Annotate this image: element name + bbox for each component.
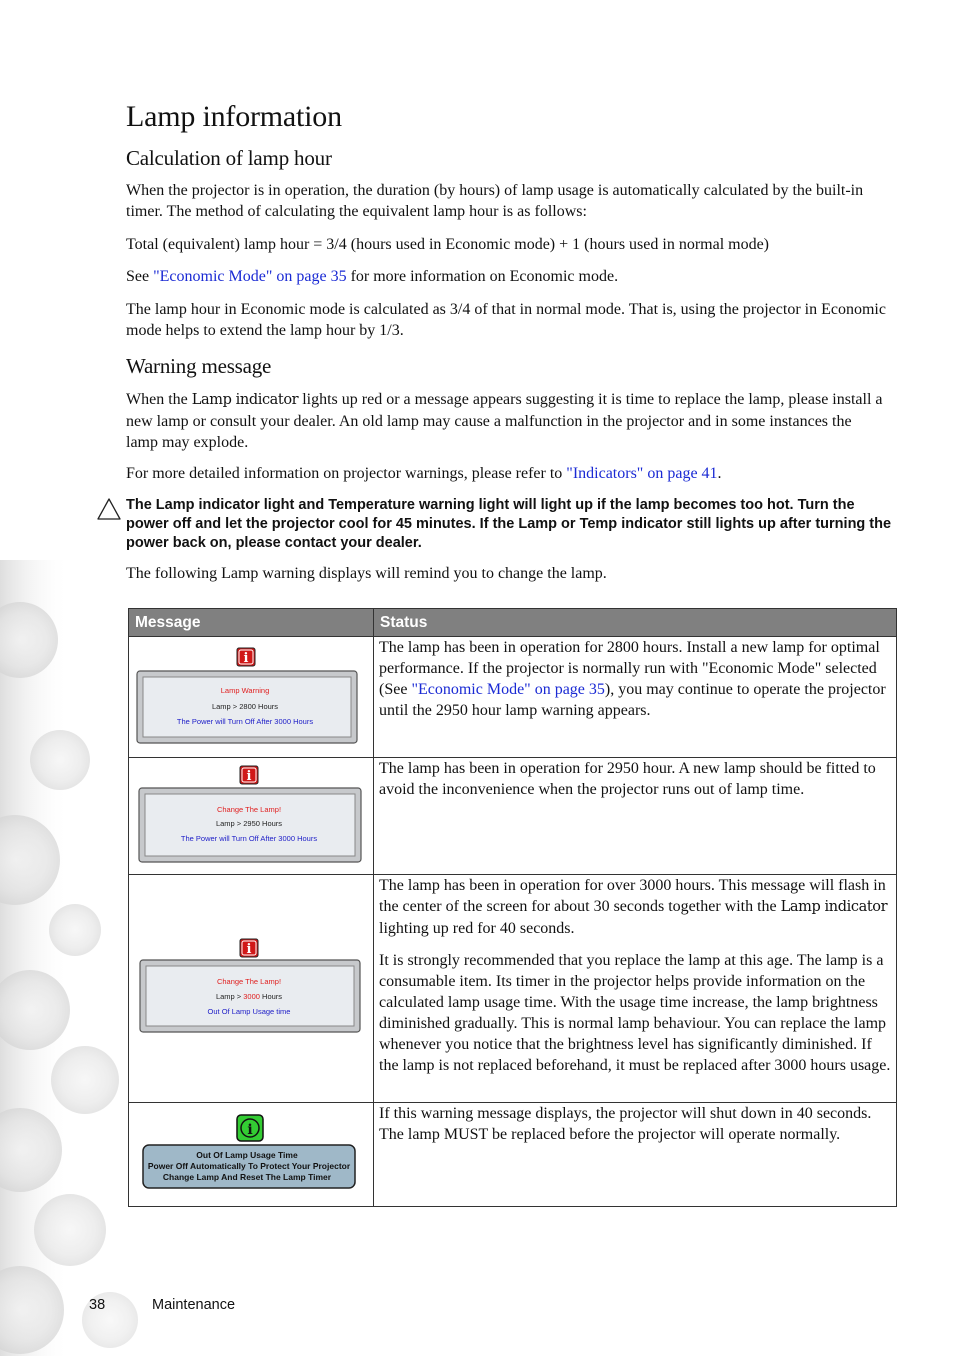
calc-paragraph-3: The lamp hour in Economic mode is calculated as 3/4 of that in normal mode. That is, using the projector in Economic mode helps to extend the lamp hour by 1/3.	[126, 301, 886, 339]
osd-line-3: Change Lamp And Reset The Lamp Timer	[162, 1172, 332, 1182]
indicators-link[interactable]: "Indicators" on page 41	[566, 465, 718, 482]
osd-line-1: Change The Lamp!	[216, 977, 282, 986]
see-suffix: for more information on Economic mode.	[346, 268, 619, 285]
table-row	[129, 1103, 897, 1207]
warning-paragraph-2	[126, 463, 886, 484]
status-cell	[374, 637, 897, 758]
osd-out-of-lamp-time	[129, 1103, 373, 1200]
osd-line-1: Out Of Lamp Usage Time	[196, 1150, 298, 1160]
footer-section-name: Maintenance	[152, 1297, 236, 1313]
info-i-icon: i	[247, 1122, 253, 1138]
calc-formula: Total (equivalent) lamp hour = 3/4 (hours used in Economic mode) + 1 (hours used in normal mode)	[126, 236, 770, 253]
osd-lamp-warning-3000	[129, 875, 373, 1096]
status-text-a: The lamp has been in operation for 2800 hours. Install a new lamp for optimal performance. If the projector is normally run with "Economic Mode" selected (See	[379, 639, 880, 698]
status-text-b: ), you may continue to operate the projector until the 2950 hour lamp warning appears.	[379, 681, 886, 719]
page-number: 38	[89, 1297, 106, 1313]
page-title: Lamp information	[126, 100, 342, 133]
osd-message-cell	[129, 1103, 374, 1207]
status-text-b: lighting up red for 40 seconds.	[379, 920, 575, 937]
osd-line-2: Lamp > 2800 Hours	[211, 702, 279, 711]
p1-prefix: When the	[126, 391, 192, 408]
see-prefix: See	[126, 268, 154, 285]
section-heading-warning: Warning message	[126, 354, 272, 378]
table-row	[129, 758, 897, 875]
info-i-icon: i	[246, 769, 252, 784]
calc-paragraph-1: When the projector is in operation, the duration (by hours) of lamp usage is automatically calculated by the built-in timer. The method of calculating the equivalent lamp hour is as follows:	[126, 182, 864, 220]
table-row	[129, 637, 897, 758]
table-header-row	[129, 609, 897, 637]
status-text: If this warning message displays, the projector will shut down in 40 seconds. The lamp MUST be replaced before the projector will operate normally.	[379, 1105, 872, 1143]
status-text-a: The lamp has been in operation for over 3000 hours. This message will flash in the center of the screen for about 30 seconds together with the	[379, 877, 886, 915]
header-status: Status	[374, 609, 897, 637]
osd-line-3: The Power will Turn Off After 3000 Hours	[176, 717, 314, 726]
osd-line-1: Lamp Warning	[220, 686, 270, 695]
osd-line-3: Out Of Lamp Usage time	[207, 1007, 291, 1016]
osd-lamp-warning-2800	[129, 637, 373, 751]
p1-suffix: lights up red or a message appears suggesting it is time to replace the lamp, please install a new lamp or consult your dealer. An old lamp may cause a malfunction in the projector and in some instances the lamp may explode.	[126, 391, 883, 451]
warning-paragraph-1	[126, 389, 886, 453]
status-text: The lamp has been in operation for 2950 hour. A new lamp should be fitted to avoid the inconvenience when the projector runs out of lamp time.	[379, 760, 876, 798]
lamp-indicator-term: Lamp indicator	[191, 392, 299, 408]
osd-line-3: The Power will Turn Off After 3000 Hours	[180, 834, 318, 843]
status-text-2: It is strongly recommended that you replace the lamp at this age. The lamp is a consumable item. Its timer in the projector helps provide information on the calculated lamp usage time. With the usage time increase, the lamp brightness diminished gradually. This is normal lamp behaviour. You can replace the lamp whenever you notice that the brightness level has significantly diminished. If the lamp is not replaced beforehand, it must be replaced after 3000 hours usage.	[379, 952, 891, 1074]
osd-line-1: Change The Lamp!	[216, 805, 282, 814]
section-heading-calculation: Calculation of lamp hour	[126, 146, 332, 170]
table-row	[129, 875, 897, 1103]
calc-see-paragraph	[126, 266, 886, 287]
economic-mode-link[interactable]: "Economic Mode" on page 35	[153, 268, 347, 285]
warning-intro: The following Lamp warning displays will remind you to change the lamp.	[126, 565, 607, 582]
status-cell	[374, 875, 897, 1103]
info-i-icon: i	[243, 651, 249, 666]
info-i-icon: i	[246, 942, 252, 957]
status-cell	[374, 758, 897, 875]
header-message: Message	[129, 609, 374, 637]
p2-prefix: For more detailed information on projector warnings, please refer to	[126, 465, 567, 482]
osd-line-2: Power Off Automatically To Protect Your Projector	[147, 1161, 351, 1171]
status-text	[379, 637, 891, 721]
economic-mode-link-table[interactable]: "Economic Mode" on page 35	[411, 681, 605, 698]
status-cell	[374, 1103, 897, 1207]
caution-triangle-icon	[97, 498, 121, 520]
osd-line-2: Lamp > 2950 Hours	[215, 819, 283, 828]
status-text	[379, 875, 891, 939]
lamp-indicator-term: Lamp indicator	[780, 899, 888, 915]
osd-message-cell	[129, 875, 374, 1103]
osd-message-cell	[129, 758, 374, 875]
lamp-warning-table	[128, 608, 897, 1207]
osd-line-2: Lamp > 3000 Hours	[215, 992, 283, 1001]
osd-message-cell	[129, 637, 374, 758]
caution-note: The Lamp indicator light and Temperature warning light will light up if the lamp becomes too hot. Turn the power off and let the projector cool for 45 minutes. If the Lamp or Temp indicator still lights up after turning the power back on, please contact your dealer.	[126, 497, 892, 551]
p2-suffix: .	[717, 465, 722, 482]
osd-lamp-warning-2950	[129, 758, 373, 868]
